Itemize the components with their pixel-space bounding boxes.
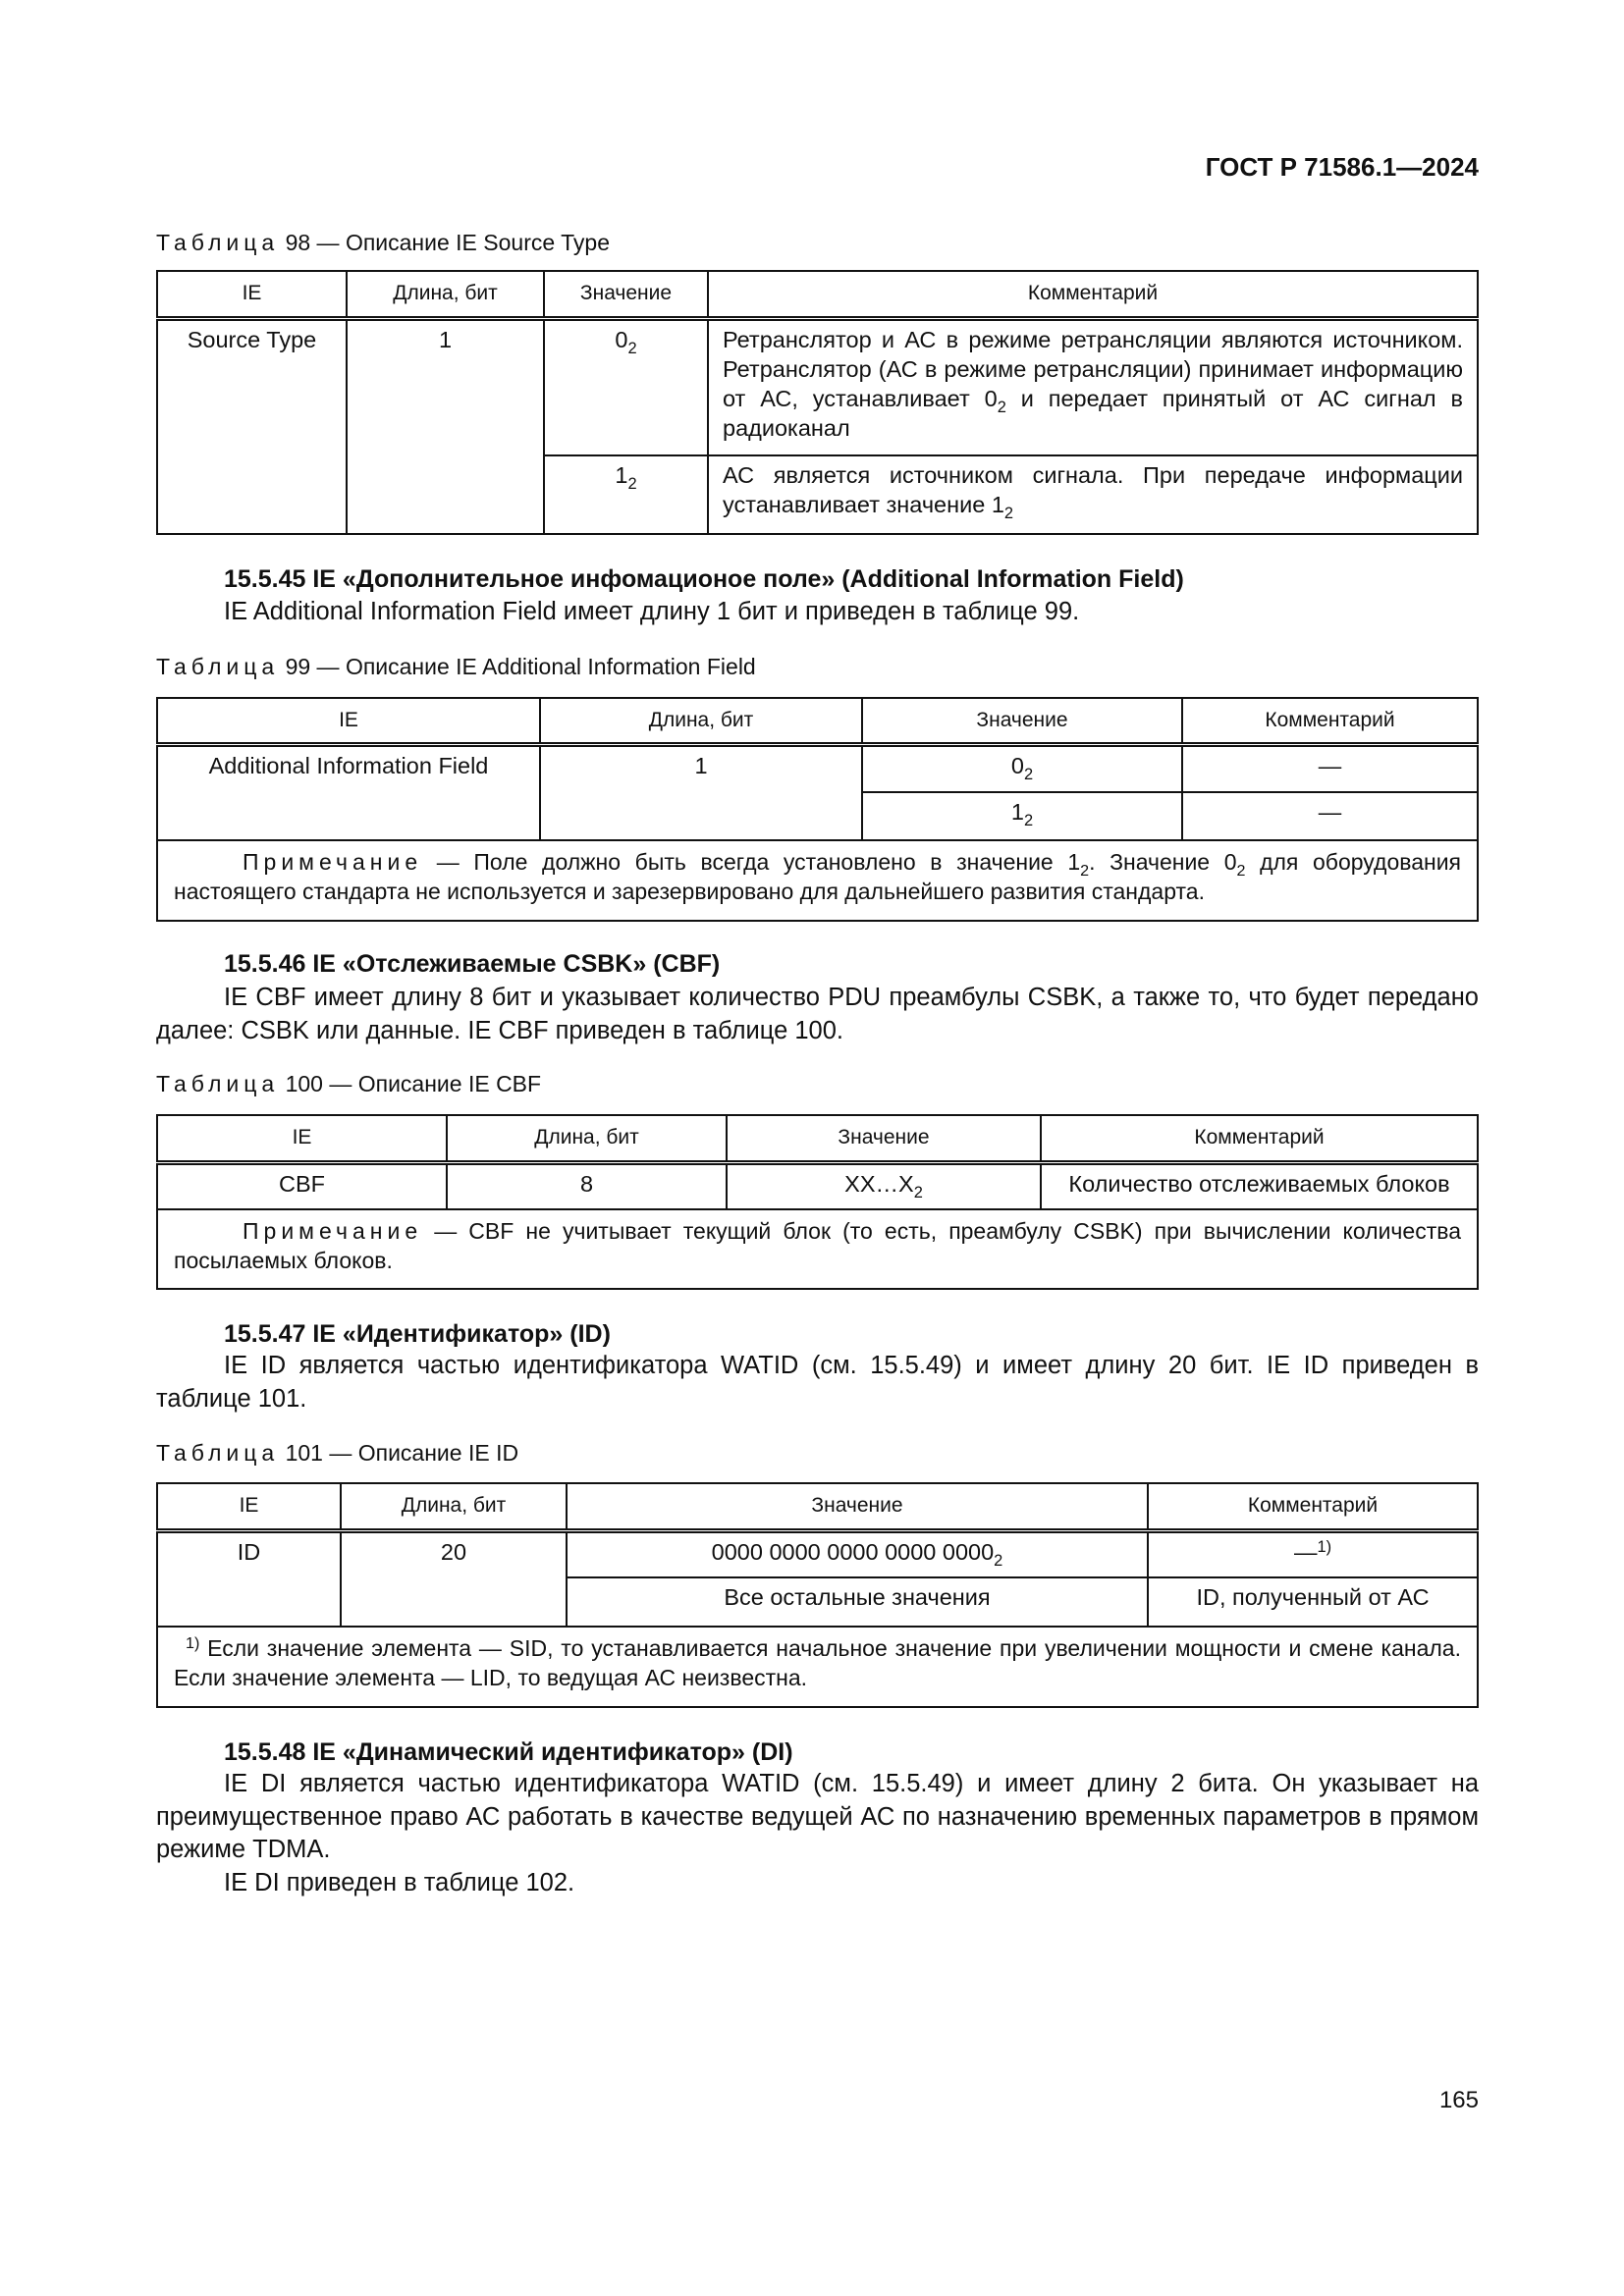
header-cell: Длина, бит <box>347 271 544 318</box>
ie-cell: Additional Information Field <box>157 744 540 840</box>
header-cell: Длина, бит <box>341 1483 567 1530</box>
header-cell: Комментарий <box>1182 698 1478 744</box>
header-cell: Значение <box>727 1115 1041 1162</box>
table-98-caption <box>156 230 610 256</box>
table-note-row <box>157 1209 1478 1289</box>
comment-cell: — <box>1182 744 1478 792</box>
value-subscript: 2 <box>627 475 637 493</box>
comment-text: и передает принятый от АС сигнал в радиоканал <box>723 385 1463 441</box>
note-label: Примечание <box>243 849 423 875</box>
header-cell: Значение <box>544 271 708 318</box>
value: 1 <box>1010 799 1024 825</box>
header-cell: IE <box>157 1115 447 1162</box>
length-cell: 1 <box>347 318 544 534</box>
table-header-row <box>157 698 1478 744</box>
table-header-row <box>157 1115 1478 1162</box>
caption-word: Таблица <box>156 654 280 679</box>
ie-cell: CBF <box>157 1162 447 1209</box>
value-cell <box>567 1530 1148 1577</box>
footnote-text: Если значение элемента — SID, то устанавливается начальное значение при увеличении мощности и смене канала. Если значение элемента — LID, то ведущая АС неизвестна. <box>174 1635 1461 1690</box>
table-row <box>157 1162 1478 1209</box>
section-15-5-47-text: IE ID является частью идентификатора WATID (см. 15.5.49) и имеет длину 20 бит. IE ID приведен в таблице 101. <box>156 1352 1479 1413</box>
comment-text: АС является источником сигнала. При передаче информации устанавливает значение 1 <box>723 462 1463 517</box>
caption-word: Таблица <box>156 1440 280 1466</box>
header-cell: IE <box>157 1483 341 1530</box>
caption-text: 98 — Описание IE Source Type <box>285 230 610 255</box>
header-cell: Комментарий <box>1041 1115 1478 1162</box>
page-number: 165 <box>1438 2087 1479 2113</box>
table-100-caption <box>156 1071 541 1097</box>
table-101-caption <box>156 1440 518 1467</box>
value-subscript: 2 <box>1023 812 1034 829</box>
value-cell <box>544 455 708 534</box>
note-label: Примечание <box>243 1218 423 1244</box>
value: XX…X <box>844 1170 914 1197</box>
section-15-5-47-heading: 15.5.47 IE «Идентификатор» (ID) <box>224 1320 611 1348</box>
caption-word: Таблица <box>156 230 280 255</box>
header-cell: Комментарий <box>1148 1483 1478 1530</box>
caption-text: 99 — Описание IE Additional Information Field <box>285 654 756 679</box>
note-text: для оборудования настоящего стандарта не используется и зарезервировано для дальнейшего развития стандарта. <box>174 849 1461 904</box>
table-row <box>157 1530 1478 1577</box>
table-note <box>157 1209 1478 1289</box>
note-text: — CBF не учитывает текущий блок (то есть, преамбулу CSBK) при вычислении количества посылаемых блоков. <box>174 1218 1461 1273</box>
header-cell: Значение <box>567 1483 1148 1530</box>
note-subscript: 2 <box>1236 862 1246 880</box>
header-cell: IE <box>157 271 347 318</box>
header-cell: IE <box>157 698 540 744</box>
value-cell <box>862 792 1182 840</box>
table-footnote <box>157 1627 1478 1707</box>
comment-cell: — <box>1182 792 1478 840</box>
table-98 <box>156 270 1479 535</box>
value-subscript: 2 <box>627 339 637 357</box>
comment-cell <box>708 455 1478 534</box>
value: 0 <box>615 326 628 352</box>
value-cell: Все остальные значения <box>567 1577 1148 1627</box>
note-subscript: 2 <box>1080 862 1090 880</box>
caption-text: 100 — Описание IE CBF <box>285 1071 542 1096</box>
value-subscript: 2 <box>913 1183 923 1201</box>
value-cell <box>862 744 1182 792</box>
value-subscript: 2 <box>1023 765 1034 783</box>
ie-cell: ID <box>157 1530 341 1627</box>
value-subscript: 2 <box>994 1551 1003 1570</box>
table-row <box>157 318 1478 455</box>
table-footnote-row <box>157 1627 1478 1707</box>
table-99-caption <box>156 654 756 680</box>
value: 0 <box>1010 752 1024 778</box>
table-header-row <box>157 271 1478 318</box>
value-cell <box>544 318 708 455</box>
caption-word: Таблица <box>156 1071 280 1096</box>
comment-cell: Количество отслеживаемых блоков <box>1041 1162 1478 1209</box>
table-note-row <box>157 840 1478 921</box>
footnote-mark: 1) <box>186 1634 200 1652</box>
section-15-5-48-heading: 15.5.48 IE «Динамический идентификатор» (DI) <box>224 1738 793 1766</box>
comment-cell <box>1148 1530 1478 1577</box>
value-cell <box>727 1162 1041 1209</box>
table-row <box>157 744 1478 792</box>
note-text: — Поле должно быть всегда установлено в значение 1 <box>422 849 1081 875</box>
value: 1 <box>615 462 628 488</box>
section-15-5-48-text-2: IE DI приведен в таблице 102. <box>224 1869 575 1896</box>
document-standard-number: ГОСТ Р 71586.1—2024 <box>1205 152 1479 182</box>
header-cell: Комментарий <box>708 271 1478 318</box>
value: 0000 0000 0000 0000 0000 <box>711 1538 995 1565</box>
footnote-reference: 1) <box>1317 1537 1332 1556</box>
table-101 <box>156 1482 1479 1708</box>
note-text: . Значение 0 <box>1089 849 1237 875</box>
section-15-5-45-heading: 15.5.45 IE «Дополнительное инфомационое поле» (Additional Information Field) <box>224 565 1184 593</box>
table-100 <box>156 1114 1479 1290</box>
header-cell: Длина, бит <box>447 1115 727 1162</box>
length-cell: 1 <box>540 744 862 840</box>
comment-text: — <box>1293 1538 1318 1565</box>
header-cell: Длина, бит <box>540 698 862 744</box>
comment-subscript: 2 <box>1003 505 1014 522</box>
comment-subscript: 2 <box>997 398 1006 416</box>
length-cell: 8 <box>447 1162 727 1209</box>
section-15-5-48-text: IE DI является частью идентификатора WATID (см. 15.5.49) и имеет длину 2 бита. Он указывает на преимущественное право АС работать в качестве ведущей АС по назначению временных параметров в прямом режиме TDMA. <box>156 1770 1479 1863</box>
table-header-row <box>157 1483 1478 1530</box>
ie-cell: Source Type <box>157 318 347 534</box>
comment-text: Ретранслятор и АС в режиме ретрансляции являются источником. Ретранслятор (АС в режиме ретрансляции) принимает информацию от АС, устанавливает 0 <box>723 326 1463 411</box>
length-cell: 20 <box>341 1530 567 1627</box>
table-99 <box>156 697 1479 922</box>
section-15-5-46-text: IE CBF имеет длину 8 бит и указывает количество PDU преамбулы CSBK, а также то, что будет передано далее: CSBK или данные. IE CBF приведен в таблице 100. <box>156 984 1479 1044</box>
header-cell: Значение <box>862 698 1182 744</box>
section-15-5-45-text: IE Additional Information Field имеет длину 1 бит и приведен в таблице 99. <box>224 598 1080 625</box>
section-15-5-46-heading: 15.5.46 IE «Отслеживаемые CSBK» (CBF) <box>224 950 721 978</box>
comment-cell: ID, полученный от АС <box>1148 1577 1478 1627</box>
table-note <box>157 840 1478 921</box>
comment-cell <box>708 318 1478 455</box>
caption-text: 101 — Описание IE ID <box>285 1440 519 1466</box>
